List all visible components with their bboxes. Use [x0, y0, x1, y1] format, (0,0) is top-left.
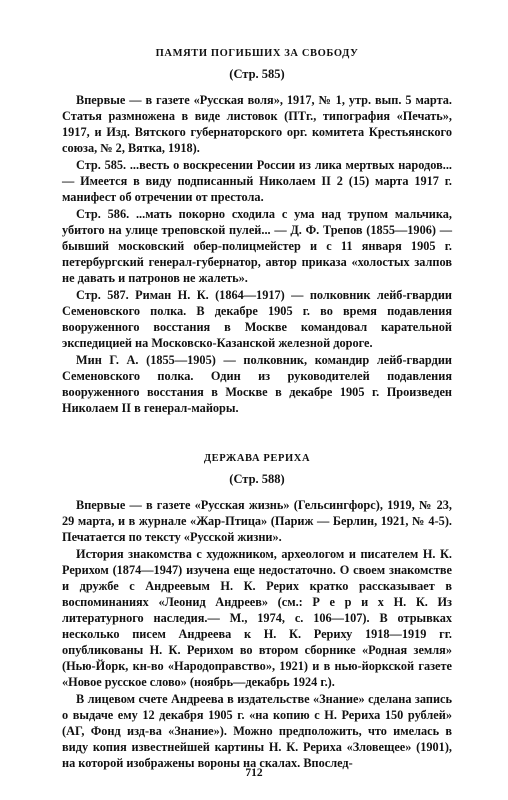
section-title: ПАМЯТИ ПОГИБШИХ ЗА СВОБОДУ: [155, 48, 359, 59]
section-1: [62, 46, 452, 416]
paragraph: Мин Г. А. (1855—1905) — полковник, командир лейб-гвардии Семеновского полка. Один из руководителей подавления вооруженного восстания в Москве в декабре 1905 г. Произведен Николаем II в генерал-майоры.: [62, 353, 452, 415]
paragraph: Стр. 586. ...мать покорно сходила с ума над трупом мальчика, убитого на улице треповской пулей... — Д. Ф. Трепов (1855—1906) — бывший московский обер-полицмейстер и с 11 января 1905 г. петербургский генерал-губернатор, автор приказа «холостых залпов не давать и патронов не жалеть».: [62, 207, 452, 285]
section-page-ref: (Стр. 585): [229, 67, 285, 81]
paragraph: Впервые — в газете «Русская воля», 1917, № 1, утр. вып. 5 марта. Статья размножена в виде листовок (ПТг., типография «Печать», 1917, и Изд. Вятского губернаторского орг. комитета Крестьянского союза, № 2, Вятка, 1918).: [62, 93, 452, 155]
paragraph: Впервые — в газете «Русская жизнь» (Гельсингфорс), 1919, № 23, 29 марта, и в журнале «Жар-Птица» (Париж — Берлин, 1921, № 4-5). Печатается по тексту «Русской жизни».: [62, 498, 452, 544]
paragraph: В лицевом счете Андреева в издательстве «Знание» сделана запись о выдаче ему 12 декабря 1905 г. «на копию с Н. Рериха 150 рублей» (АГ, Фонд изд-ва «Знание»). Можно предположить, что имелась в виду копия известнейшей картины Н. К. Рериха «Зловещее» (1901), на которой изображены вороны на скалах. Впослед-: [62, 692, 452, 770]
section-page-ref: (Стр. 588): [229, 472, 285, 486]
page-number: 712: [245, 767, 263, 779]
paragraph: Стр. 587. Риман Н. К. (1864—1917) — полковник лейб-гвардии Семеновского полка. В декабре 1905 г. во время подавления вооруженного восстания в Москве командовал карательной экспедицией на Московско-Казанской железной дороге.: [62, 288, 452, 350]
section-title: ДЕРЖАВА РЕРИХА: [203, 453, 311, 464]
document-page: [62, 36, 452, 772]
paragraph: История знакомства с художником, археологом и писателем Н. К. Рерихом (1874—1947) изучена еще недостаточно. О своем знакомстве и дружбе с Андреевым Н. К. Рерих кратко рассказывает в воспоминаниях «Леонид Андреев» (см.: Р е р и х Н. К. Из литературного наследия.— М., 1974, с. 106—107). В отрывках несколько писем Андреева к Н. К. Рериху 1918—1919 гг. опубликованы Н. К. Рерихом во втором сборнике «Родная земля» (Нью-Йорк, кн-во «Народоправство», 1921) и в нью-йоркской газете «Новое русское слово» (ноябрь—декабрь 1924 г.).: [62, 547, 452, 689]
paragraph: Стр. 585. ...весть о воскресении России из лика мертвых народов... — Имеется в виду подписанный Николаем II 2 (15) марта 1917 г. манифест об отречении от престола.: [62, 158, 452, 204]
section-2: [62, 451, 452, 771]
